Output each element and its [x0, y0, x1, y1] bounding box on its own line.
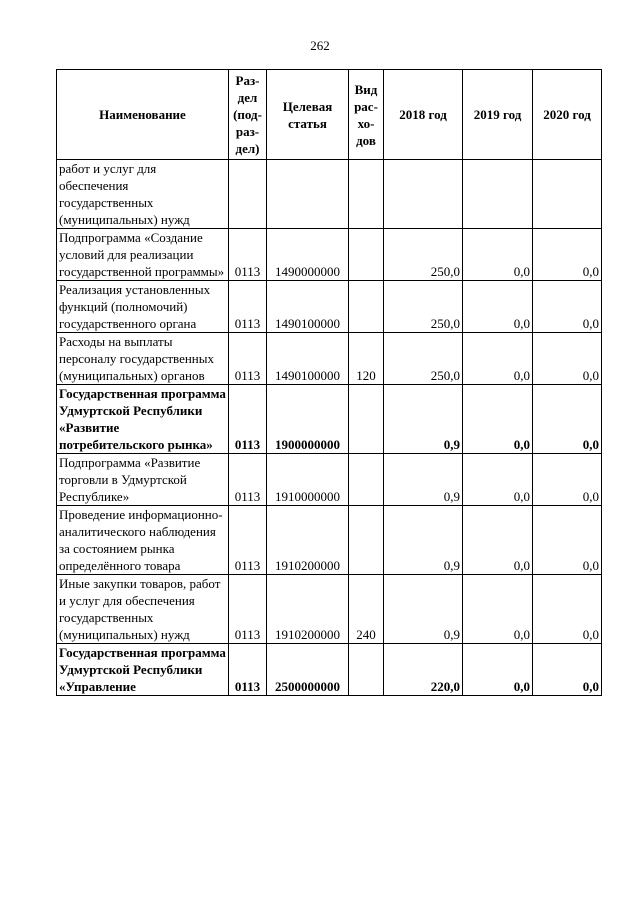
row-section: 0113 [229, 575, 267, 644]
row-section: 0113 [229, 454, 267, 506]
row-section: 0113 [229, 229, 267, 281]
row-2020 [533, 160, 602, 229]
row-article: 1910200000 [267, 575, 349, 644]
row-2020: 0,0 [533, 644, 602, 696]
budget-table [56, 69, 602, 696]
row-section [229, 160, 267, 229]
row-section: 0113 [229, 281, 267, 333]
table-row [57, 160, 602, 229]
row-type [349, 644, 384, 696]
row-name: Подпрограмма «Создание условий для реализации государственной программы» [57, 229, 229, 281]
row-2019: 0,0 [463, 333, 533, 385]
row-type [349, 385, 384, 454]
table-row [57, 229, 602, 281]
row-article: 1910000000 [267, 454, 349, 506]
row-type [349, 229, 384, 281]
row-type [349, 281, 384, 333]
row-name: Проведение информационно-аналитического наблюдения за состоянием рынка определённого товара [57, 506, 229, 575]
row-article: 1910200000 [267, 506, 349, 575]
row-2018: 250,0 [384, 229, 463, 281]
row-2020: 0,0 [533, 575, 602, 644]
table-row [57, 506, 602, 575]
row-name: Государственная программа Удмуртской Республики «Развитие потребительского рынка» [57, 385, 229, 454]
row-article [267, 160, 349, 229]
row-2019: 0,0 [463, 644, 533, 696]
row-2018: 0,9 [384, 385, 463, 454]
header-2019: 2019 год [463, 70, 533, 160]
row-article: 1490100000 [267, 333, 349, 385]
row-article: 1900000000 [267, 385, 349, 454]
row-2019: 0,0 [463, 229, 533, 281]
row-article: 1490000000 [267, 229, 349, 281]
table-row [57, 385, 602, 454]
row-name: Подпрограмма «Развитие торговли в Удмуртской Республике» [57, 454, 229, 506]
row-2019: 0,0 [463, 575, 533, 644]
header-type: Вид рас-хо-дов [349, 70, 384, 160]
row-type: 240 [349, 575, 384, 644]
row-2020: 0,0 [533, 454, 602, 506]
row-2019: 0,0 [463, 385, 533, 454]
row-section: 0113 [229, 385, 267, 454]
row-2018: 250,0 [384, 281, 463, 333]
page-number: 262 [310, 38, 330, 53]
row-2020: 0,0 [533, 281, 602, 333]
row-article: 1490100000 [267, 281, 349, 333]
row-2018: 0,9 [384, 575, 463, 644]
row-name: работ и услуг для обеспечения государственных (муниципальных) нужд [57, 160, 229, 229]
header-article: Целевая статья [267, 70, 349, 160]
row-type [349, 506, 384, 575]
table-row [57, 281, 602, 333]
table-header-row [57, 70, 602, 160]
row-section: 0113 [229, 506, 267, 575]
row-2018: 220,0 [384, 644, 463, 696]
table-row [57, 333, 602, 385]
header-section: Раз-дел (под-раз-дел) [229, 70, 267, 160]
row-article: 2500000000 [267, 644, 349, 696]
row-section: 0113 [229, 333, 267, 385]
row-name: Государственная программа Удмуртской Республики «Управление [57, 644, 229, 696]
row-type [349, 454, 384, 506]
header-2020: 2020 год [533, 70, 602, 160]
row-2018: 250,0 [384, 333, 463, 385]
row-name: Расходы на выплаты персоналу государственных (муниципальных) органов [57, 333, 229, 385]
row-2020: 0,0 [533, 333, 602, 385]
row-name: Иные закупки товаров, работ и услуг для обеспечения государственных (муниципальных) нужд [57, 575, 229, 644]
row-2018: 0,9 [384, 454, 463, 506]
table-row [57, 575, 602, 644]
header-2018: 2018 год [384, 70, 463, 160]
row-2019: 0,0 [463, 506, 533, 575]
row-2020: 0,0 [533, 229, 602, 281]
row-2019 [463, 160, 533, 229]
row-type: 120 [349, 333, 384, 385]
row-2018: 0,9 [384, 506, 463, 575]
row-2018 [384, 160, 463, 229]
table-row [57, 454, 602, 506]
row-2020: 0,0 [533, 506, 602, 575]
header-name: Наименование [57, 70, 229, 160]
row-name: Реализация установленных функций (полномочий) государственного органа [57, 281, 229, 333]
row-2020: 0,0 [533, 385, 602, 454]
row-2019: 0,0 [463, 281, 533, 333]
row-type [349, 160, 384, 229]
row-2019: 0,0 [463, 454, 533, 506]
table-row [57, 644, 602, 696]
row-section: 0113 [229, 644, 267, 696]
